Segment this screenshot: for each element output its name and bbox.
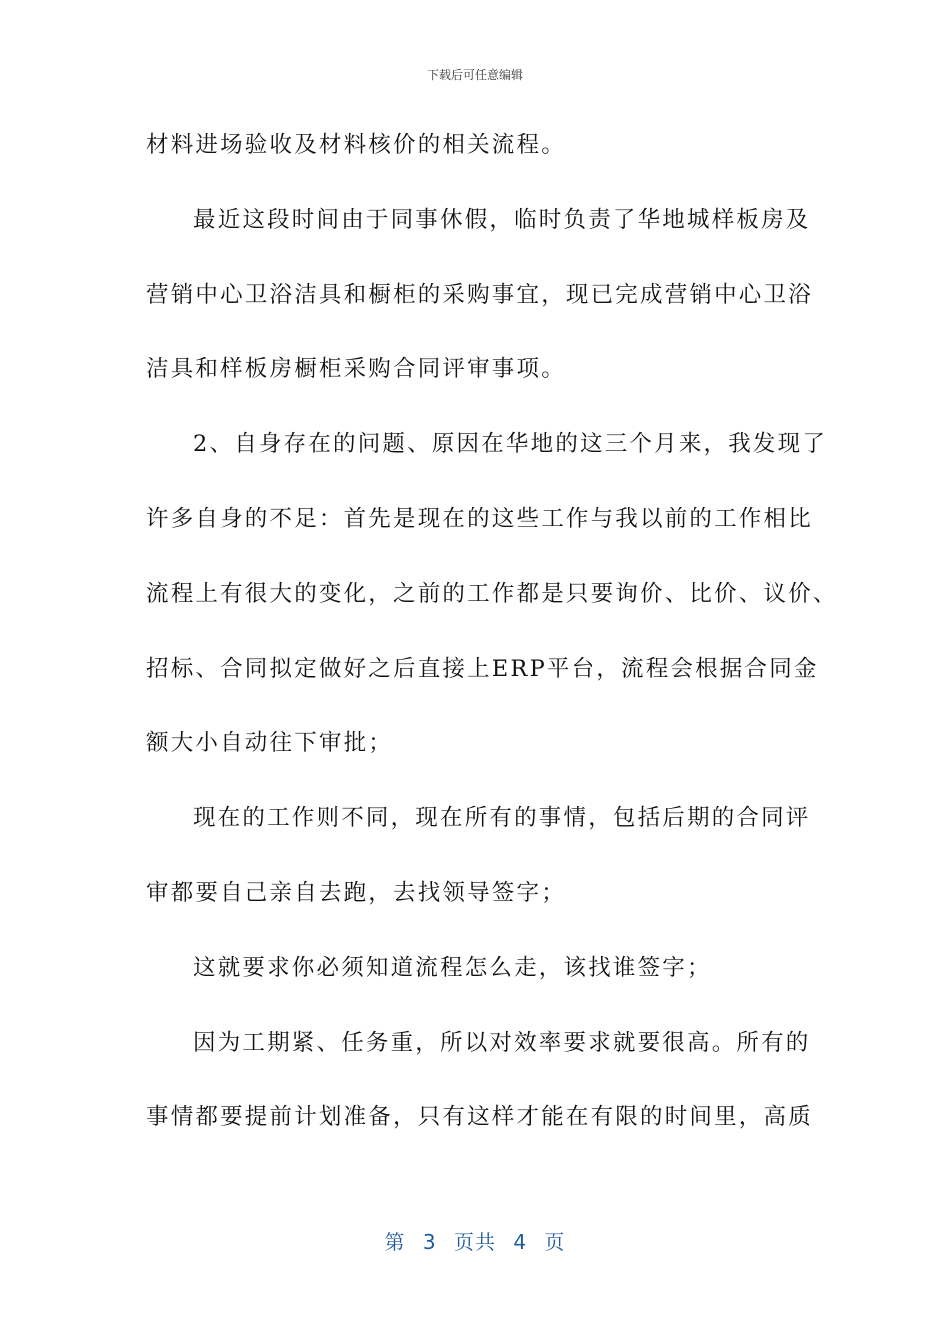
page-number: 第 3 页共 4 页 (384, 1230, 566, 1254)
text-line: 许多自身的不足：首先是现在的这些工作与我以前的工作相比 (146, 505, 813, 532)
text-line: 材料进场验收及材料核价的相关流程。 (146, 132, 566, 158)
text-line: 事情都要提前计划准备，只有这样才能在有限的时间里，高质 (146, 1104, 813, 1131)
paragraph-start-line: 现在的工作则不同，现在所有的事情，包括后期的合同评 (193, 805, 811, 832)
paragraph-start-line: 最近这段时间由于同事休假，临时负责了华地城样板房及 (193, 206, 811, 233)
document-body (146, 122, 838, 1169)
text-line: 营销中心卫浴洁具和橱柜的采购事宜，现已完成营销中心卫浴 (146, 281, 813, 308)
text-line: 洁具和样板房橱柜采购合同评审事项。 (146, 356, 566, 383)
paragraph-start-line: 这就要求你必须知道流程怎么走，该找谁签字； (193, 954, 712, 981)
paragraph-start-line: 因为工期紧、任务重，所以对效率要求就要很高。所有的 (193, 1029, 811, 1056)
text-line: 流程上有很大的变化，之前的工作都是只要询价、比价、议价、 (146, 580, 838, 607)
paragraph-start-line: 2、自身存在的问题、原因在华地的这三个月来，我发现了 (193, 431, 828, 458)
text-line: 额大小自动往下审批； (146, 730, 394, 757)
text-line: 招标、合同拟定做好之后直接上ERP平台，流程会根据合同金 (146, 655, 819, 682)
text-line: 审都要自己亲自去跑，去找领导签字； (146, 879, 566, 906)
download-note: 下载后可任意编辑 (426, 68, 523, 82)
